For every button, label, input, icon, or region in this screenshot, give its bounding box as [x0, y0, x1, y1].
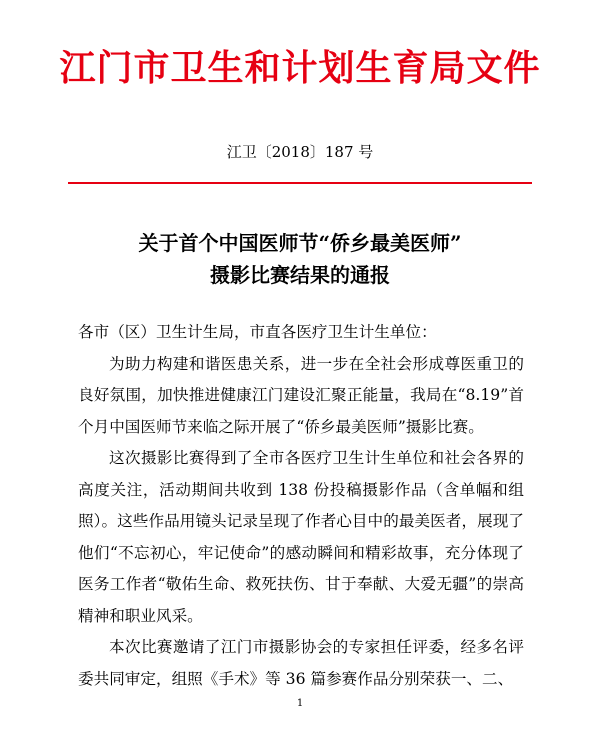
body-paragraph-3: 本次比赛邀请了江门市摄影协会的专家担任评委，经多名评委共同审定，组照《手术》等 36 篇参赛作品分别荣获一、二、 [78, 638, 524, 688]
page-number: 1 [296, 698, 304, 709]
body-paragraph-2: 这次摄影比赛得到了全市各医疗卫生计生单位和社会各界的高度关注，活动期间共收到 138 份投稿摄影作品（含单幅和组照）。这些作品用镜头记录呈现了作者心目中的最美医者，展现了他们“不忘初心，牢记使命”的感动瞬间和精彩故事，充分体现了医务工作者“敬佑生命、救死扶伤、甘于奉献、大爱无疆”的崇高精神和职业风采。 [78, 449, 524, 625]
letterhead-title: 江门市卫生和计划生育局文件 [59, 47, 541, 89]
notice-title-line-2: 摄影比赛结果的通报 [210, 263, 390, 287]
notice-body [78, 317, 524, 695]
document-number: 江卫〔2018〕187 号 [226, 143, 374, 161]
notice-title-line-1: 关于首个中国医师节“侨乡最美医师” [138, 231, 462, 255]
red-divider-line [68, 182, 532, 184]
salutation: 各市（区）卫生计生局，市直各医疗卫生计生单位： [78, 323, 437, 341]
body-paragraph-1: 为助力构建和谐医患关系，进一步在全社会形成尊医重卫的良好氛围，加快推进健康江门建设汇聚正能量，我局在“8.19”首个月中国医师节来临之际开展了“侨乡最美医师”摄影比赛。 [78, 354, 524, 436]
notice-title [0, 227, 600, 291]
